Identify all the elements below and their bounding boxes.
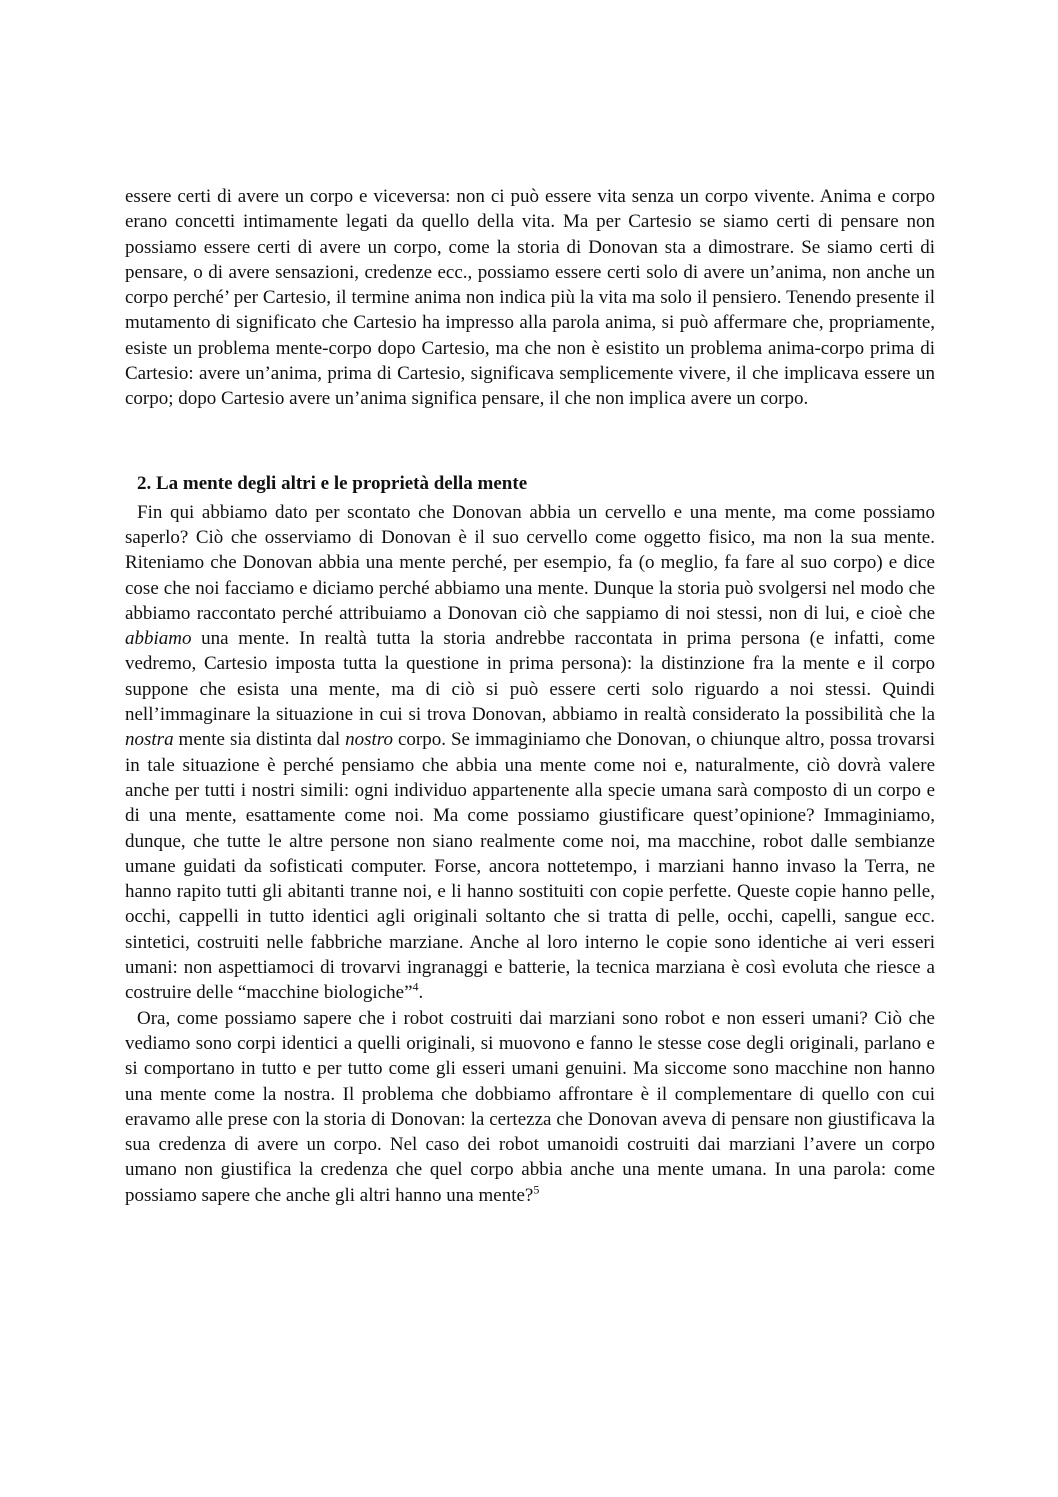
paragraph-text: . (418, 982, 424, 1004)
paragraph-text: Fin qui abbiamo dato per scontato che Donovan abbia un cervello e una mente, ma come possiamo saperlo? Ciò che osserviamo di Donovan è il suo cervello come oggetto fisico, ma non la sua mente. Riteniamo che Donovan abbia una mente perché, per esempio, fa (o meglio, fa fare al suo corpo) e dice cose che noi facciamo e diciamo perché abbiamo una mente. Dunque la storia può svolgersi nel modo che abbiamo raccontato perché attribuiamo a Donovan ciò che sappiamo di noi stessi, non di lui, e cioè che (125, 501, 935, 624)
document-body (125, 184, 935, 1208)
emphasis-nostra: nostra (125, 729, 174, 751)
paragraph-text: corpo. Se immaginiamo che Donovan, o chiunque altro, possa trovarsi in tale situazione è perché pensiamo che abbia una mente come noi e, naturalmente, ciò dovrà valere anche per tutti i nostri simili: ogni individuo appartenente alla specie umana sarà composto di un corpo e di una mente, esattamente come noi. Ma come possiamo giustificare quest’opinione? Immaginiamo, dunque, che tutte le altre persone non siano realmente come noi, ma macchine, robot dalle sembianze umane guidati da sofisticati computer. Forse, ancora nottetempo, i marziani hanno invaso la Terra, ne hanno rapito tutti gli abitanti tranne noi, e li hanno sostituiti con copie perfette. Queste copie hanno pelle, occhi, cappelli in tutto identici agli originali soltanto che si tratta di pelle, occhi, capelli, sangue ecc. sintetici, costruiti nelle fabbriche marziane. Anche al loro interno le copie sono identiche ai veri esseri umani: non aspettiamoci di trovarvi ingranaggi e batterie, la tecnica marziana è così evoluta che riesce a costruire delle “macchine biologiche” (125, 729, 936, 1004)
section-heading: 2. La mente degli altri e le proprietà della mente (137, 472, 528, 494)
paragraph-robots (125, 1006, 935, 1208)
paragraph-text: una mente. In realtà tutta la storia andrebbe raccontata in prima persona (e infatti, come vedremo, Cartesio imposta tutta la questione in prima persona): la distinzione fra la mente e il corpo suppone che esista una mente, ma di ciò si può essere certi solo riguardo a noi stessi. Quindi nell’immaginare la situazione in cui si trova Donovan, abbiamo in realtà considerato la possibilità che la (125, 628, 935, 726)
paragraph-text: mente sia distinta dal (173, 729, 346, 751)
paragraph-continuation: essere certi di avere un corpo e viceversa: non ci può essere vita senza un corpo vivente. Anima e corpo erano concetti intimamente legati da quello della vita. Ma per Cartesio se siamo certi di pensare non possiamo essere certi di avere un corpo, come la storia di Donovan sta a dimostrare. Se siamo certi di pensare, o di avere sensazioni, credenze ecc., possiamo essere certi solo di avere un’anima, non anche un corpo perché’ per Cartesio, il termine anima non indica più la vita ma solo il pensiero. Tenendo presente il mutamento di significato che Cartesio ha impresso alla parola anima, si può affermare che, propriamente, esiste un problema mente-corpo dopo Cartesio, ma che non è esistito un problema anima-corpo prima di Cartesio: avere un’anima, prima di Cartesio, significava semplicemente vivere, il che implicava essere un corpo; dopo Cartesio avere un’anima significa pensare, il che non implica avere un corpo. (125, 186, 935, 410)
emphasis-abbiamo: abbiamo (125, 628, 192, 650)
footnote-ref-4[interactable]: 4 (412, 979, 419, 994)
paragraph-text: Ora, come possiamo sapere che i robot costruiti dai marziani sono robot e non esseri umani? Ciò che vediamo sono corpi identici a quelli originali, si muovono e fanno le stesse cose degli originali, parlano e si comportano in tutto e per tutto come gli esseri umani genuini. Ma siccome sono macchine non hanno una mente come la nostra. Il problema che dobbiamo affrontare è il complementare di quello con cui eravamo alle prese con la storia di Donovan: la certezza che Donovan aveva di pensare non giustificava la sua credenza di avere un corpo. Nel caso dei robot umanoidi costruiti dai marziani l’avere un corpo umano non giustifica la credenza che quel corpo abbia anche una mente umana. In una parola: come possiamo sapere che anche gli altri hanno una mente? (125, 1007, 935, 1206)
emphasis-nostro: nostro (345, 729, 393, 751)
footnote-ref-5[interactable]: 5 (533, 1182, 540, 1197)
paragraph-other-minds (125, 500, 935, 1006)
